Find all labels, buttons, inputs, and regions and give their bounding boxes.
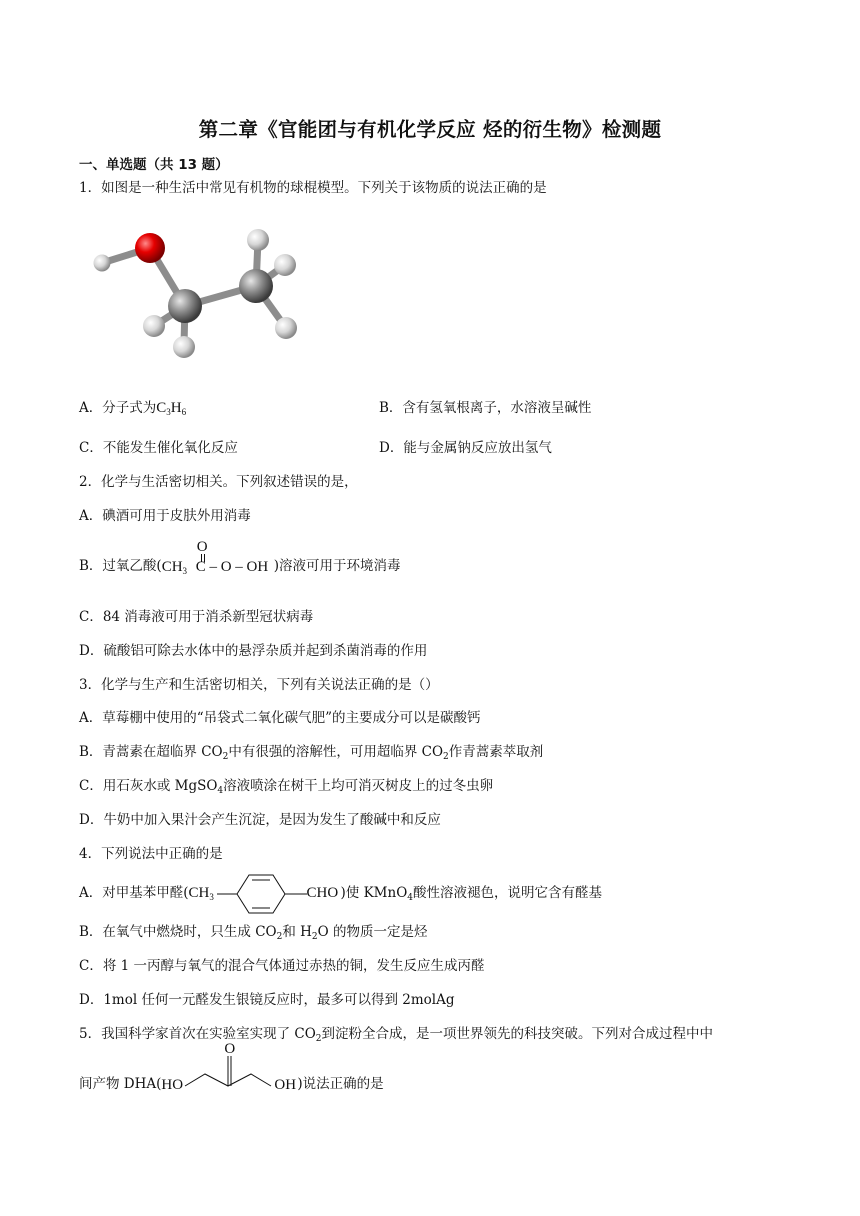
section-heading: 一、单选题（共 13 题） [79,157,229,173]
q4-option-a: A．对甲基苯甲醛( $CH_3$ CHO )使 KMnO$_4$酸性溶液褪色，说明它含有醛基 [79,884,602,903]
q4-option-d: D．1mol 任何一元醛发生银镜反应时，最多可以得到 2molAg [79,992,455,1008]
dha-skeleton [181,1056,273,1092]
question-5-stem-line2: 间产物 DHA( HO O OH )说法正确的是 [79,1040,384,1093]
benzene-ring [217,872,309,916]
question-1-stem: 1．如图是一种生活中常见有机物的球棍模型。下列关于该物质的说法正确的是 [79,180,547,196]
q1-option-a: A．分子式为$C_3H_6$ [79,400,187,417]
q4-option-c: C．将 1 一丙醇与氧气的混合气体通过赤热的铜，发生反应生成丙醛 [79,958,485,974]
q3-option-d: D．牛奶中加入果汁会产生沉淀，是因为发生了酸碱中和反应 [79,812,441,828]
q3-option-b: B．青蒿素在超临界 $CO_2$中有很强的溶解性，可用超临界 $CO_2$作青蒿素萃取剂 [79,744,544,762]
ball-and-stick-model-image [88,220,308,370]
q1-option-b: B．含有氢氧根离子，水溶液呈碱性 [379,400,592,416]
p-methylbenzaldehyde-structure: $CH_3$ CHO [189,885,341,903]
q3-option-c: C．用石灰水或 MgSO$_4$溶液喷涂在树干上均可消灭树皮上的过冬虫卵 [79,778,494,796]
question-4-stem: 4．下列说法中正确的是 [79,846,223,862]
page-title: 第二章《官能团与有机化学反应 烃的衍生物》检测题 [198,118,662,141]
dha-structure: HO O OH [161,1040,297,1093]
q2-option-c: C．84 消毒液可用于消杀新型冠状病毒 [79,609,314,625]
question-2-stem: 2．化学与生活密切相关。下列叙述错误的是， [79,474,358,490]
q1-option-c: C．不能发生催化氧化反应 [79,440,238,456]
q2-option-d: D．硫酸铝可除去水体中的悬浮杂质并起到杀菌消毒的作用 [79,643,428,659]
question-3-stem: 3．化学与生产和生活密切相关，下列有关说法正确的是（） [79,677,439,693]
q1-option-d: D．能与金属钠反应放出氢气 [379,440,552,456]
question-5-stem: 5．我国科学家首次在实验室实现了 $CO_2$到淀粉全合成，是一项世界领先的科技突破。下列对合成过程中中 [79,1026,714,1044]
q2-option-b: B．过氧乙酸( O $CH_3$ C – O – OH )溶液可用于环境消毒 [79,538,401,576]
peracetic-acid-structure: O $CH_3$ C – O – OH [161,538,269,576]
q2-option-a: A．碘酒可用于皮肤外用消毒 [79,508,251,524]
q3-option-a: A．草莓棚中使用的“吊袋式二氧化碳气肥”的主要成分可以是碳酸钙 [79,710,481,726]
q4-option-b: B．在氧气中燃烧时，只生成 $CO_2$和 $H_2O$ 的物质一定是烃 [79,924,428,942]
